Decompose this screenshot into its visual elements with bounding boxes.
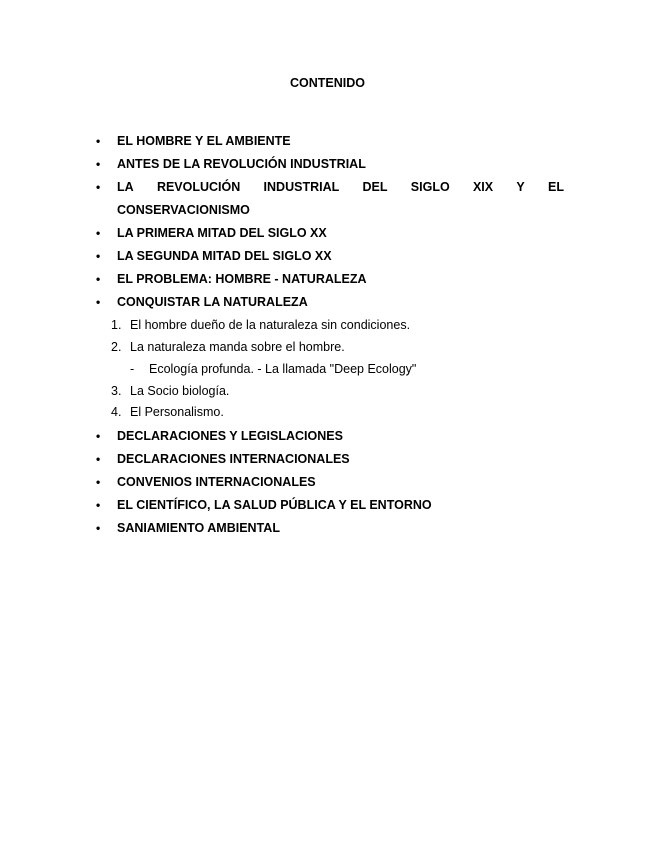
list-item-text: CONQUISTAR LA NATURALEZA (117, 295, 308, 309)
list-item-text: DECLARACIONES INTERNACIONALES (117, 452, 350, 466)
sub-item-text: Ecología profunda. - La llamada "Deep Ecology" (149, 362, 417, 376)
list-item-text: LA SEGUNDA MITAD DEL SIGLO XX (117, 249, 332, 263)
word: INDUSTRIAL (263, 180, 340, 194)
list-item-text: ANTES DE LA REVOLUCIÓN INDUSTRIAL (117, 157, 366, 171)
bullet-icon: • (96, 498, 101, 512)
word: XIX (472, 180, 494, 194)
list-item-text-line1 (117, 180, 564, 195)
item-number: 3. (111, 384, 122, 398)
bullet-icon: • (96, 272, 101, 286)
bullet-icon: • (96, 295, 101, 309)
list-item-text: EL HOMBRE Y EL AMBIENTE (117, 134, 291, 148)
item-text: El hombre dueño de la naturaleza sin condiciones. (130, 318, 411, 332)
item-text: La Socio biología. (130, 384, 230, 398)
word: SIGLO (410, 180, 450, 194)
bullet-icon: • (96, 180, 101, 194)
bullet-icon: • (96, 226, 101, 240)
item-number: 1. (111, 318, 122, 332)
bullet-icon: • (96, 475, 101, 489)
list-item-text: EL PROBLEMA: HOMBRE - NATURALEZA (117, 272, 367, 286)
bullet-icon: • (96, 134, 101, 148)
list-item-text: LA PRIMERA MITAD DEL SIGLO XX (117, 226, 327, 240)
bullet-icon: • (96, 452, 101, 466)
word: Y (516, 180, 525, 194)
list-item-text: SANIAMIENTO AMBIENTAL (117, 521, 280, 535)
list-item-text: DECLARACIONES Y LEGISLACIONES (117, 429, 343, 443)
item-number: 2. (111, 340, 122, 354)
bullet-icon: • (96, 521, 101, 535)
list-item-text-line2: CONSERVACIONISMO (117, 203, 250, 217)
item-text: El Personalismo. (130, 405, 224, 419)
bullet-icon: • (96, 249, 101, 263)
word: REVOLUCIÓN (156, 180, 241, 194)
list-item-text: CONVENIOS INTERNACIONALES (117, 475, 316, 489)
item-number: 4. (111, 405, 122, 419)
list-item-text: EL CIENTÍFICO, LA SALUD PÚBLICA Y EL ENTORNO (117, 498, 432, 512)
word: EL (547, 180, 564, 194)
page-title: CONTENIDO (290, 76, 365, 90)
dash-marker: - (130, 362, 135, 376)
item-text: La naturaleza manda sobre el hombre. (130, 340, 345, 354)
word: LA (117, 180, 134, 194)
bullet-icon: • (96, 429, 101, 443)
word: DEL (362, 180, 388, 194)
bullet-icon: • (96, 157, 101, 171)
